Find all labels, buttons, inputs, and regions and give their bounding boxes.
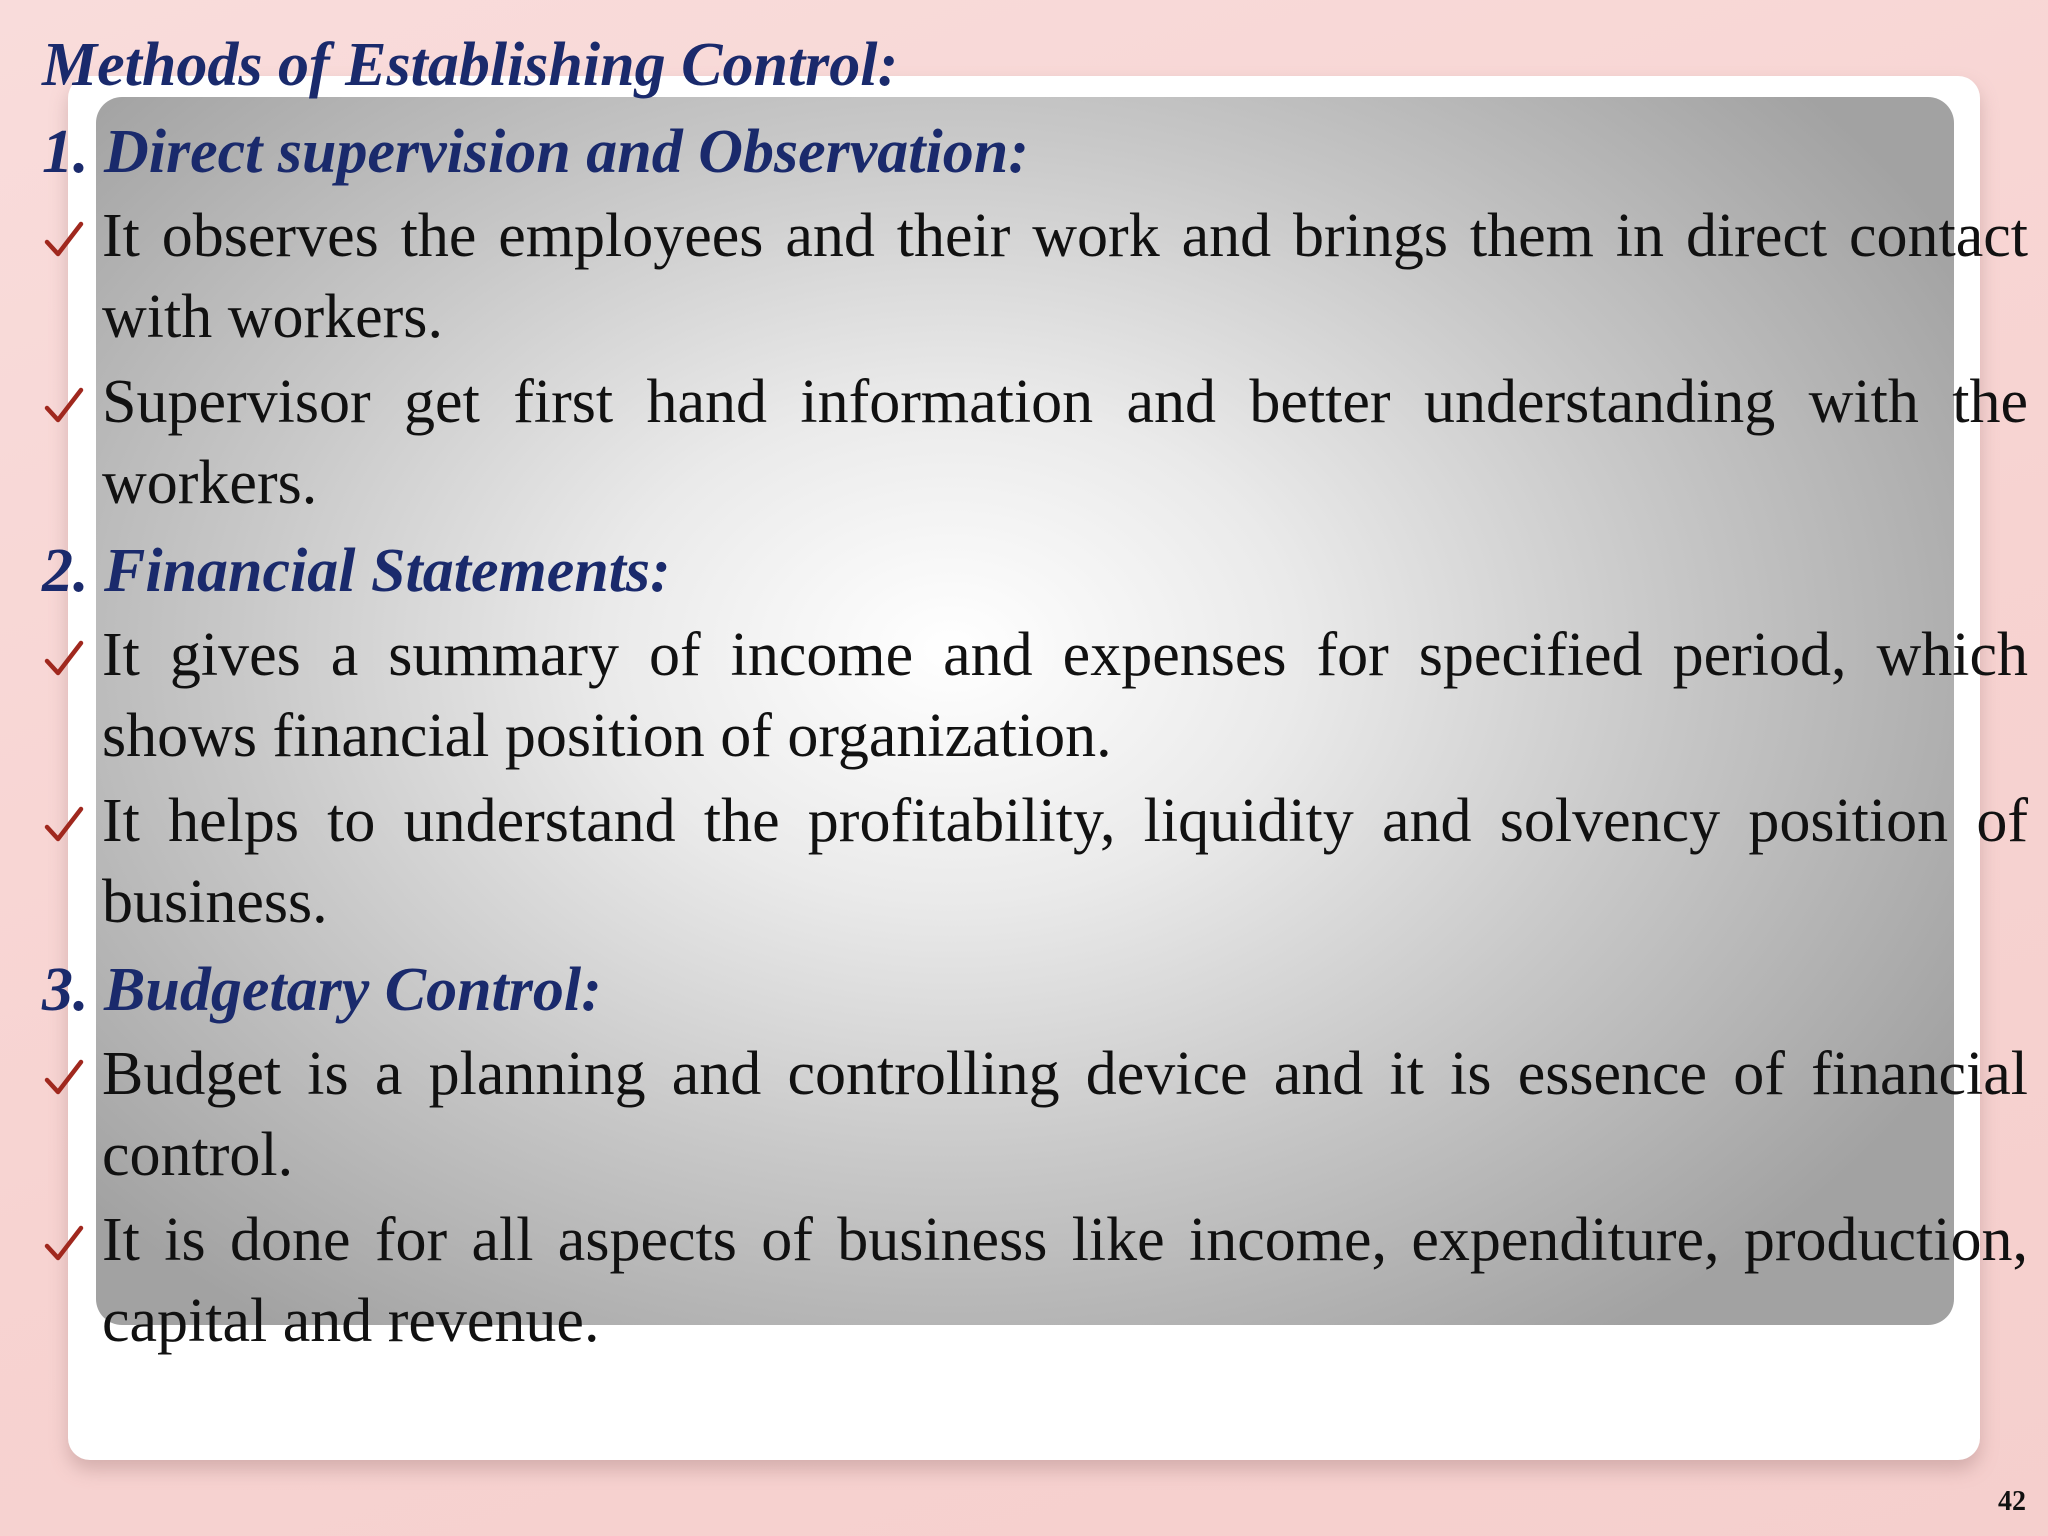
bullet-item (42, 362, 2028, 524)
bullet-text: It observes the employees and their work and brings them in direct contact with workers. (102, 202, 2028, 351)
section-heading-text: Direct supervision and Observation: (104, 118, 1029, 186)
checkmark-icon (42, 1222, 86, 1266)
checkmark-icon (42, 384, 86, 428)
section-number: 3. (42, 956, 89, 1024)
bullet-text: It is done for all aspects of business like income, expenditure, production, capital and revenue. (102, 1206, 2028, 1355)
section-heading-text: Financial Statements: (104, 537, 671, 605)
section-heading-1 (42, 109, 2028, 196)
section-number: 1. (42, 118, 89, 186)
bullet-text: It helps to understand the profitability, liquidity and solvency position of business. (102, 787, 2028, 936)
slide-title: Methods of Establishing Control: (42, 31, 899, 99)
bullet-item (42, 1200, 2028, 1362)
section-heading-3 (42, 947, 2028, 1034)
slide-content (42, 22, 2028, 1366)
checkmark-icon (42, 637, 86, 681)
bullet-item (42, 1034, 2028, 1196)
bullet-item (42, 615, 2028, 777)
bullet-text: Supervisor get first hand information and better understanding with the workers. (102, 368, 2028, 517)
checkmark-icon (42, 803, 86, 847)
page-number: 42 (1998, 1486, 2026, 1517)
bullet-text: It gives a summary of income and expenses for specified period, which shows financial position of organization. (102, 621, 2028, 770)
section-number: 2. (42, 537, 89, 605)
section-heading-2 (42, 528, 2028, 615)
bullet-item (42, 781, 2028, 943)
checkmark-icon (42, 218, 86, 262)
bullet-item (42, 196, 2028, 358)
checkmark-icon (42, 1056, 86, 1100)
bullet-text: Budget is a planning and controlling device and it is essence of financial control. (102, 1040, 2028, 1189)
section-heading-text: Budgetary Control: (104, 956, 602, 1024)
